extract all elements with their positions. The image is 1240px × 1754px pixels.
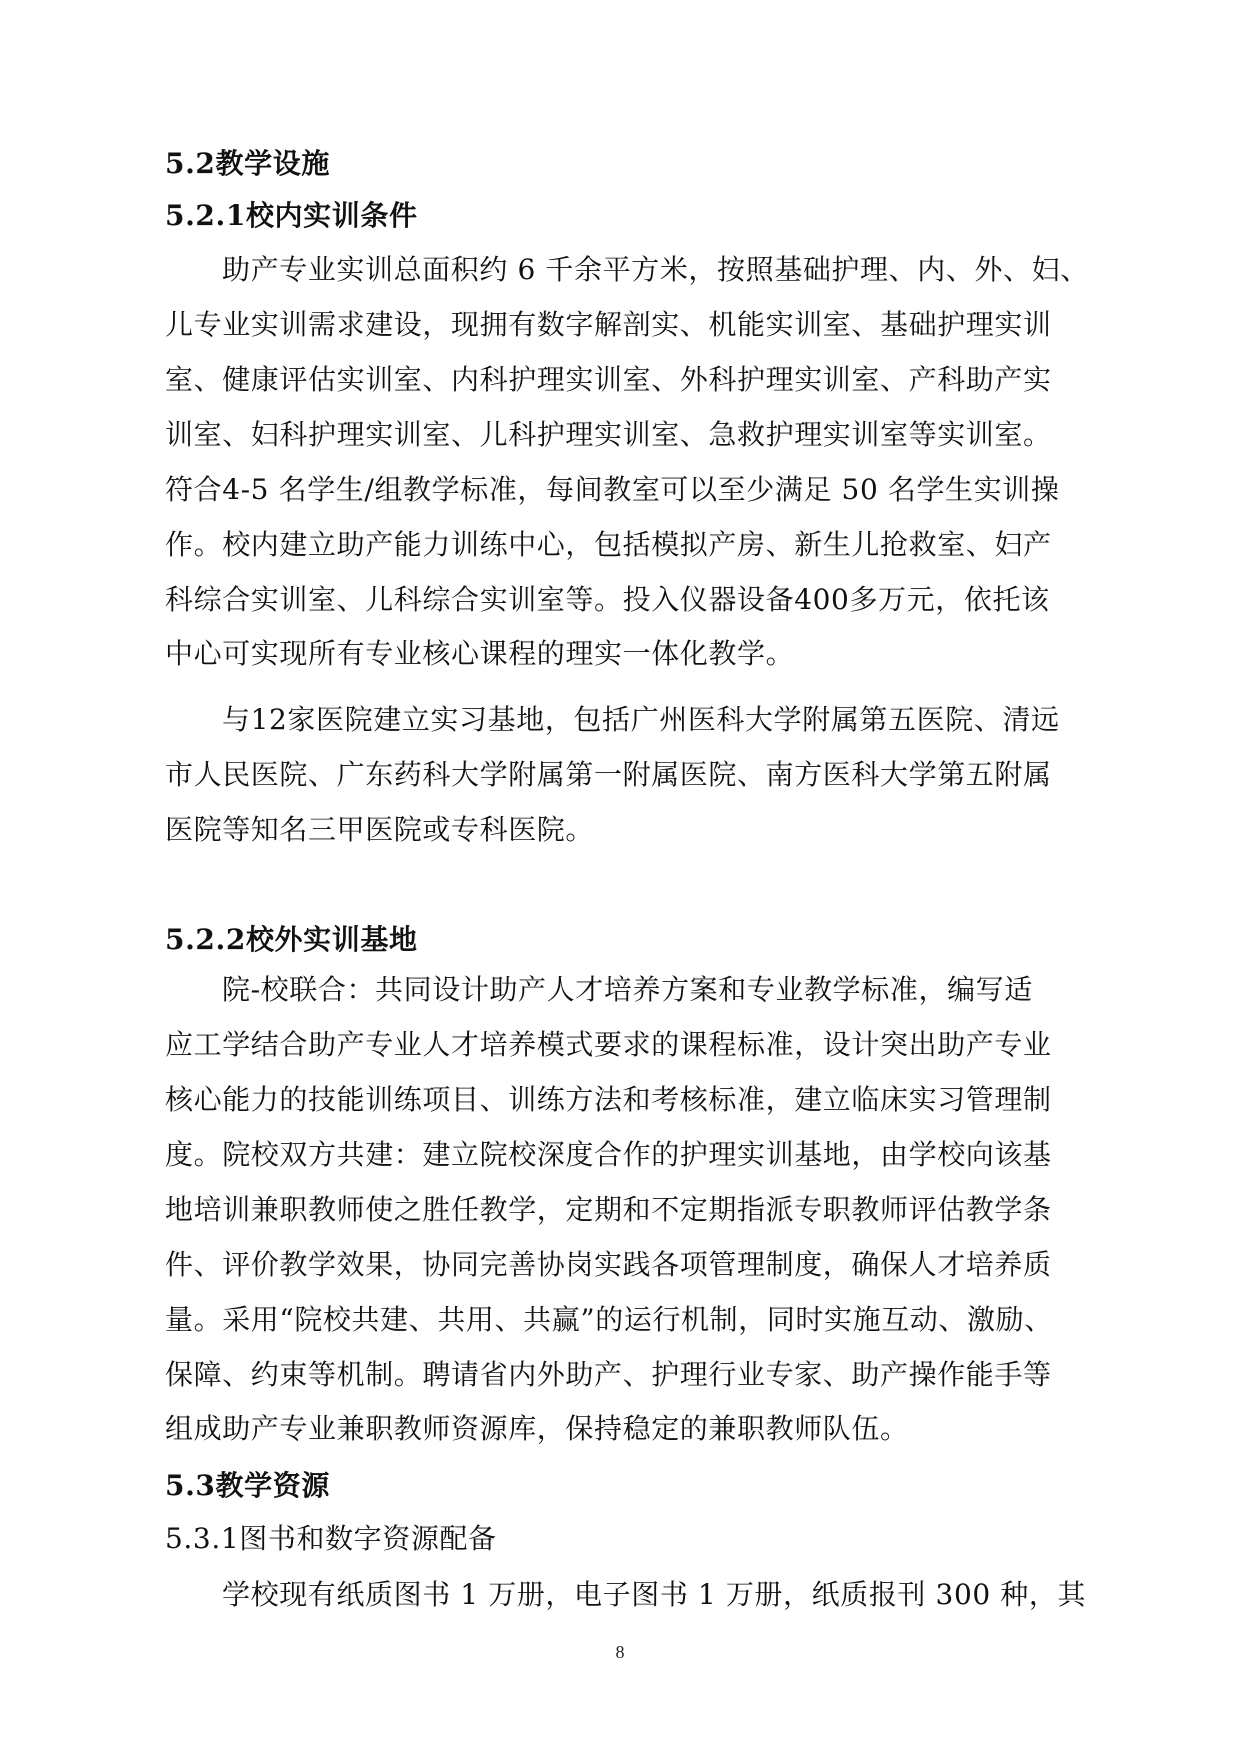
paragraph-line: 院-校联合：共同设计助产人才培养方案和专业教学标准，编写适	[222, 973, 1033, 1006]
paragraph-line: 训室、妇科护理实训室、儿科护理实训室、急救护理实训室等实训室。	[165, 418, 1052, 451]
page-number: 8	[615, 1642, 625, 1662]
paragraph-line: 学校现有纸质图书 1 万册，电子图书 1 万册，纸质报刊 300 种，其	[222, 1578, 1087, 1611]
paragraph-line: 室、健康评估实训室、内科护理实训室、外科护理实训室、产科助产实	[165, 363, 1052, 396]
paragraph-line: 保障、约束等机制。聘请省内外助产、护理行业专家、助产操作能手等	[165, 1358, 1052, 1391]
paragraph-line: 件、评价教学效果，协同完善协岗实践各项管理制度，确保人才培养质	[165, 1248, 1052, 1281]
heading-5-2-1: 5.2.1校内实训条件	[165, 199, 418, 232]
heading-5-3: 5.3教学资源	[165, 1469, 330, 1502]
paragraph-line: 医院等知名三甲医院或专科医院。	[165, 813, 595, 846]
paragraph-line: 与12家医院建立实习基地，包括广州医科大学附属第五医院、清远	[222, 703, 1060, 736]
heading-5-2: 5.2教学设施	[165, 147, 330, 180]
paragraph-line: 中心可实现所有专业核心课程的理实一体化教学。	[165, 637, 795, 670]
heading-5-2-2: 5.2.2校外实训基地	[165, 923, 418, 956]
paragraph-line: 儿专业实训需求建设，现拥有数字解剖实、机能实训室、基础护理实训	[165, 308, 1052, 341]
paragraph-line: 组成助产专业兼职教师资源库，保持稳定的兼职教师队伍。	[165, 1412, 909, 1445]
paragraph-line: 科综合实训室、儿科综合实训室等。投入仪器设备400多万元，依托该	[165, 583, 1050, 616]
paragraph-line: 度。院校双方共建：建立院校深度合作的护理实训基地，由学校向该基	[165, 1138, 1052, 1171]
paragraph-line: 符合4-5 名学生/组教学标准，每间教室可以至少满足 50 名学生实训操	[165, 473, 1060, 506]
paragraph-line: 应工学结合助产专业人才培养模式要求的课程标准，设计突出助产专业	[165, 1028, 1052, 1061]
heading-5-3-1: 5.3.1图书和数字资源配备	[165, 1522, 497, 1555]
paragraph-line: 助产专业实训总面积约 6 千余平方米，按照基础护理、内、外、妇、	[222, 253, 1089, 286]
paragraph-line: 作。校内建立助产能力训练中心，包括模拟产房、新生儿抢救室、妇产	[165, 528, 1052, 561]
paragraph-line: 核心能力的技能训练项目、训练方法和考核标准，建立临床实习管理制	[165, 1083, 1052, 1116]
paragraph-line: 地培训兼职教师使之胜任教学，定期和不定期指派专职教师评估教学条	[165, 1193, 1052, 1226]
paragraph-line: 市人民医院、广东药科大学附属第一附属医院、南方医科大学第五附属	[165, 758, 1052, 791]
paragraph-line: 量。采用“院校共建、共用、共赢”的运行机制，同时实施互动、激励、	[165, 1303, 1053, 1336]
